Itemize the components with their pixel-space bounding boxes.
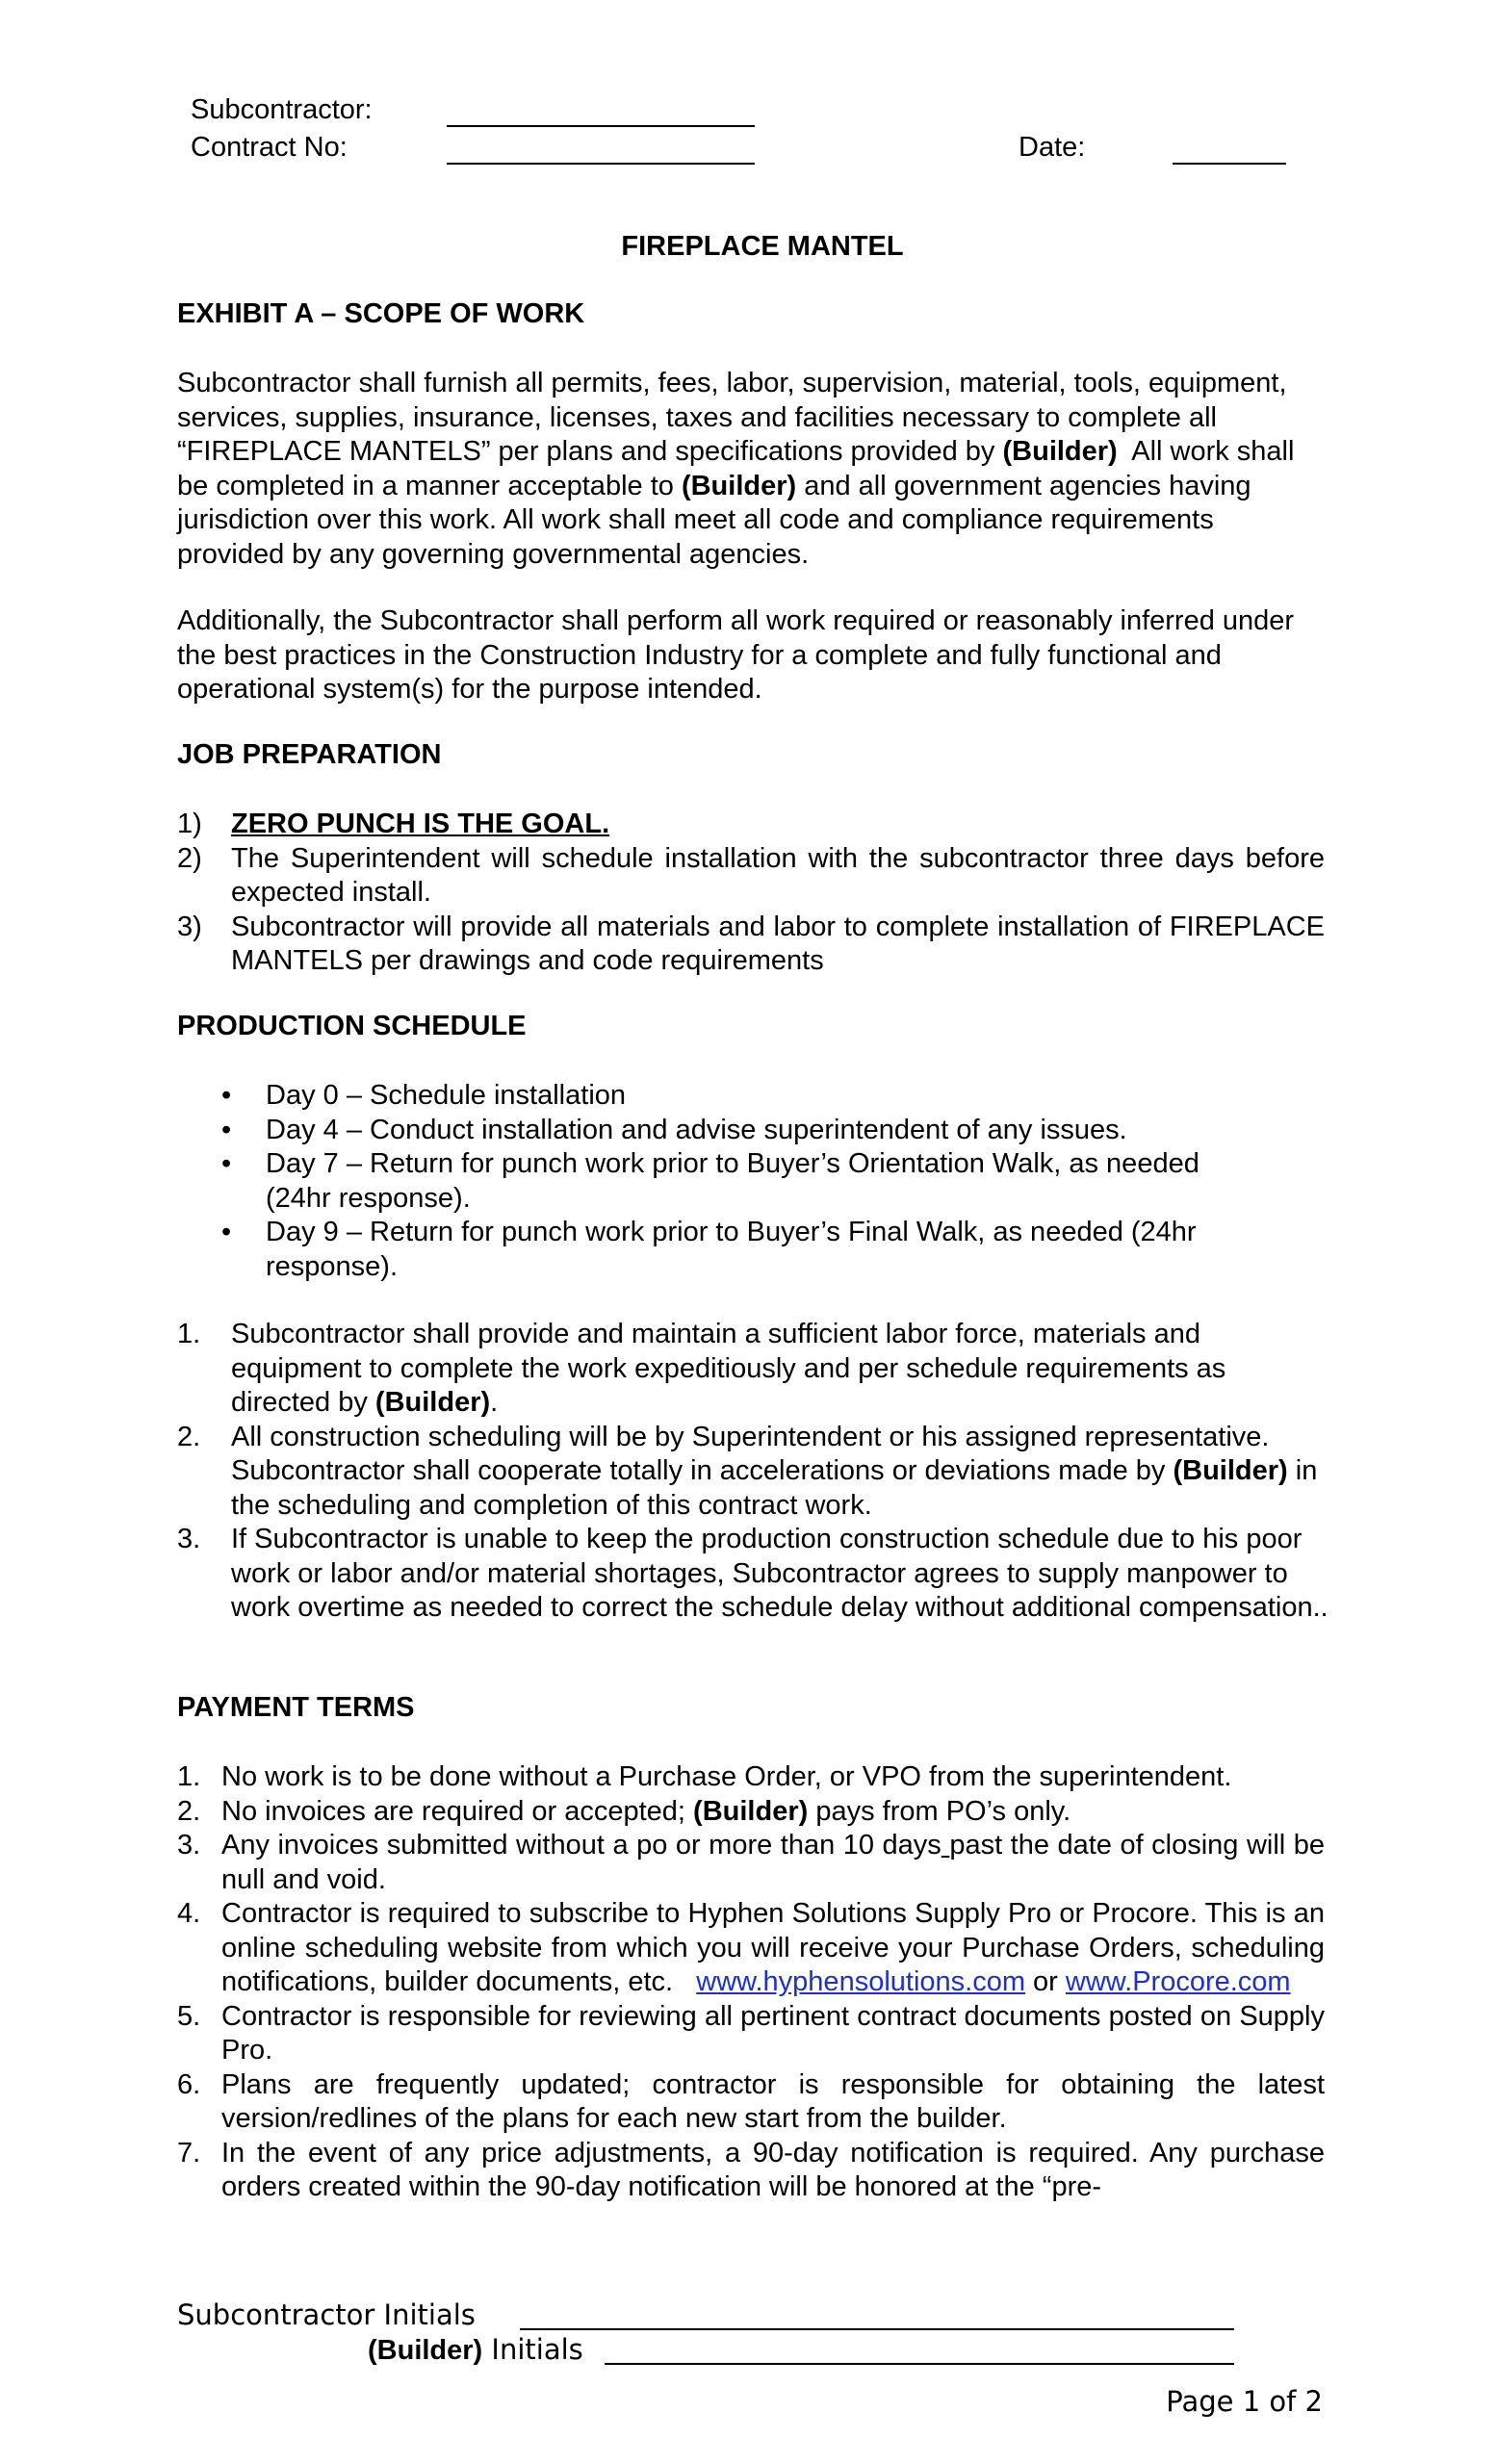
- list-item: [177, 911, 1325, 979]
- production-schedule-heading: PRODUCTION SCHEDULE: [177, 1011, 527, 1041]
- list-item: [177, 1216, 1265, 1284]
- item-text: Plans are frequently updated; contractor is responsible for obtaining the latest version/redlines of the plans for each new start from the builder.: [221, 2068, 1325, 2134]
- scope-paragraph-2: Additionally, the Subcontractor shall perform all work required or reasonably inferred under the best practices in the Construction Industry for a complete and fully functional and operational system(s) for the purpose intended.: [177, 605, 1295, 705]
- item-number: 3.: [177, 1830, 201, 1861]
- builder-ref: (Builder): [374, 1387, 491, 1418]
- builder-ref: (Builder): [1173, 1455, 1288, 1486]
- scope-text: and all government agencies having jurisdiction over this work. All work shall meet all code and compliance requirements provided by any governing governmental agencies.: [177, 470, 1251, 570]
- job-preparation-heading: JOB PREPARATION: [177, 739, 442, 770]
- item-text: or: [1025, 1966, 1066, 1997]
- subcontractor-label: Subcontractor:: [191, 94, 373, 125]
- item-number: 3.: [177, 1524, 201, 1554]
- contract-no-blank: [447, 163, 755, 165]
- scope-text: Subcontractor shall furnish all permits, fees, labor, supervision, material, tools, equipment, services, supplies, insurance, licenses, taxes and facilities necessary to complete all “FIREPLACE MANTELS” per plans and specifications provided by: [177, 368, 1287, 467]
- date-blank: [1173, 163, 1286, 165]
- subcontractor-initials-line: [520, 2328, 1234, 2330]
- payment-terms-heading: PAYMENT TERMS: [177, 1692, 415, 1723]
- item-text: Contractor is responsible for reviewing all pertinent contract documents posted on Supply Pro.: [221, 2000, 1325, 2066]
- initials-text: Initials: [482, 2333, 583, 2366]
- item-number: 4.: [177, 1898, 201, 1929]
- item-number: 1.: [177, 1761, 201, 1792]
- procore-link[interactable]: www.Procore.com: [1065, 1966, 1291, 1997]
- exhibit-heading: EXHIBIT A – SCOPE OF WORK: [177, 298, 585, 329]
- list-item: [177, 2068, 1325, 2137]
- item-number: 1): [177, 808, 202, 839]
- item-text: pays from PO’s only.: [808, 1795, 1071, 1827]
- scope-text: All work shall be completed in a manner acceptable to: [177, 436, 1303, 501]
- item-text: past the date of closing will be null and void.: [221, 1830, 1326, 1895]
- item-number: 5.: [177, 2000, 201, 2032]
- list-item: [177, 1829, 1325, 1897]
- production-numbered-list: [177, 1318, 1332, 1626]
- item-text: Any invoices submitted without a po or more than 10 days: [221, 1830, 941, 1861]
- list-item: [177, 1079, 1265, 1114]
- item-text: .: [490, 1387, 499, 1418]
- contract-no-label: Contract No:: [191, 132, 348, 163]
- bullet-icon: •: [221, 1217, 232, 1247]
- item-text: The Superintendent will schedule installation with the subcontractor three days before expected install.: [231, 842, 1325, 908]
- builder-ref: (Builder): [681, 470, 797, 501]
- list-item: [177, 1147, 1265, 1216]
- item-number: 1.: [177, 1319, 201, 1349]
- item-number: 2.: [177, 1421, 201, 1452]
- subcontractor-initials-label: Subcontractor Initials: [177, 2298, 476, 2331]
- hyphen-solutions-link[interactable]: www.hyphensolutions.com: [696, 1966, 1025, 1997]
- item-text: in the scheduling and completion of this contract work.: [231, 1455, 1318, 1521]
- production-bullets: [177, 1079, 1265, 1284]
- item-text: Contractor is required to subscribe to Hyphen Solutions Supply Pro or Procore. This is an online scheduling website from which you will receive your Purchase Orders, scheduling notifications, builder documents, etc.: [221, 1898, 1325, 1997]
- item-number: 6.: [177, 2068, 201, 2100]
- item-text: All construction scheduling will be by Superintendent or his assigned representative. Subcontractor shall cooperate totally in accelerations or deviations made by: [231, 1421, 1270, 1486]
- list-item: [177, 1114, 1265, 1148]
- list-item: [177, 1523, 1332, 1626]
- list-item: [177, 1795, 1325, 1830]
- item-text: In the event of any price adjustments, a 90-day notification is required. Any purchase orders created within the 90-day notification will be honored at the “pre-: [221, 2137, 1325, 2202]
- builder-ref: (Builder): [1002, 436, 1118, 467]
- item-text: Day 9 – Return for punch work prior to Buyer’s Final Walk, as needed (24hr response).: [266, 1217, 1197, 1282]
- page-number: Page 1 of 2: [1166, 2385, 1323, 2418]
- builder-ref: (Builder): [693, 1795, 809, 1827]
- list-item: [177, 2000, 1325, 2068]
- builder-ref: (Builder): [368, 2335, 483, 2366]
- item-text: Day 4 – Conduct installation and advise superintendent of any issues.: [266, 1114, 1127, 1145]
- payment-terms-list: [177, 1760, 1325, 2205]
- list-item: [177, 1421, 1332, 1524]
- list-item: [177, 2137, 1325, 2205]
- item-text: If Subcontractor is unable to keep the production construction schedule due to his poor work or labor and/or material shortages, Subcontractor agrees to supply manpower to work overtime as needed to correct the schedule delay without additional compensation..: [231, 1524, 1328, 1623]
- item-text: ZERO PUNCH IS THE GOAL.: [231, 808, 610, 839]
- list-item: [177, 842, 1325, 911]
- list-item: [177, 1897, 1325, 2000]
- item-text: Subcontractor will provide all materials and labor to complete installation of FIREPLACE MANTELS per drawings and code requirements: [231, 911, 1325, 976]
- item-text: No work is to be done without a Purchase Order, or VPO from the superintendent.: [221, 1761, 1232, 1792]
- item-number: 2): [177, 842, 202, 874]
- scope-paragraph-1: [177, 367, 1325, 572]
- job-preparation-list: [177, 808, 1325, 979]
- item-text: Subcontractor shall provide and maintain a sufficient labor force, materials and equipment to complete the work expeditiously and per schedule requirements as directed by: [231, 1319, 1226, 1418]
- item-text: No invoices are required or accepted;: [221, 1795, 694, 1827]
- bullet-icon: •: [221, 1080, 232, 1111]
- list-item: [177, 1760, 1325, 1795]
- item-number: 2.: [177, 1795, 201, 1827]
- document-title: FIREPLACE MANTEL: [621, 231, 904, 262]
- list-item: [177, 808, 1325, 842]
- date-label: Date:: [1019, 132, 1086, 163]
- bullet-icon: •: [221, 1148, 232, 1179]
- item-number: 7.: [177, 2137, 201, 2169]
- subcontractor-blank: [447, 125, 755, 127]
- builder-initials-label: [368, 2333, 583, 2367]
- bullet-icon: •: [221, 1114, 232, 1145]
- item-text: Day 0 – Schedule installation: [266, 1080, 627, 1111]
- item-number: 3): [177, 911, 202, 942]
- builder-initials-line: [605, 2363, 1234, 2365]
- item-text: Day 7 – Return for punch work prior to Buyer’s Orientation Walk, as needed (24hr response).: [266, 1148, 1199, 1214]
- list-item: [177, 1318, 1332, 1421]
